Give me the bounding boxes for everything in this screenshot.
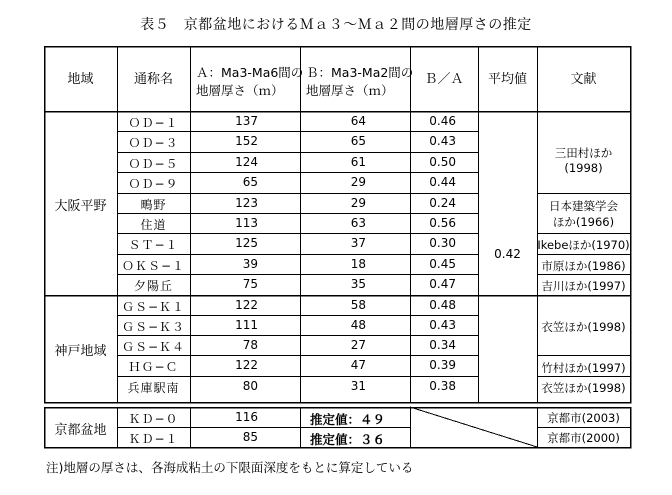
row-a: 65 xyxy=(242,175,258,189)
row-b: 61 xyxy=(350,155,366,169)
row-name: ＧＳ−Ｋ１ xyxy=(121,300,186,314)
row-ratio: 0.56 xyxy=(429,216,456,230)
header-a-line1: Ａ：Ma3-Ma6間の xyxy=(196,65,304,80)
row-b: 29 xyxy=(350,196,366,210)
row-ratio: 0.24 xyxy=(429,196,456,210)
row-b: 58 xyxy=(350,298,366,312)
row-a: 122 xyxy=(235,298,258,312)
ref-mita: 三田村ほか(1998) xyxy=(554,146,613,175)
row-b: 31 xyxy=(350,379,366,393)
ref-kinugasa2: 衣笠ほか(1998) xyxy=(541,381,626,395)
kyoto-row-name: ＫＤ−１ xyxy=(128,432,179,446)
row-a: 78 xyxy=(242,338,258,352)
region-osaka: 大阪平野 xyxy=(54,199,107,214)
row-name: ＯＤ−１ xyxy=(128,116,179,130)
region-kyoto: 京都盆地 xyxy=(54,423,107,438)
row-name: ＳＴ−１ xyxy=(128,238,179,252)
kyoto-row-a: 85 xyxy=(242,430,258,444)
kyoto-row-ref: 京都市(2000) xyxy=(547,431,620,445)
row-name: ＯＤ−３ xyxy=(128,136,179,150)
row-b: 27 xyxy=(350,338,366,352)
row-ratio: 0.30 xyxy=(429,236,456,250)
average-value: 0.42 xyxy=(494,247,521,261)
row-ratio: 0.43 xyxy=(429,318,456,332)
row-b: 64 xyxy=(350,114,366,128)
row-a: 124 xyxy=(235,155,258,169)
kyoto-row-ref: 京都市(2003) xyxy=(547,411,620,425)
row-name: ＯＤ−５ xyxy=(128,157,179,171)
ref-takemura: 竹村ほか(1997) xyxy=(541,361,626,375)
header-b-line2: 地層厚さ（ｍ） xyxy=(306,83,394,98)
row-name: 夕陽丘 xyxy=(133,279,173,293)
header-a-line2: 地層厚さ（ｍ） xyxy=(196,83,284,98)
ref-yoshikawa: 吉川ほか(1997) xyxy=(541,279,626,293)
header-b xyxy=(306,64,413,100)
header-ref: 文献 xyxy=(570,72,597,87)
ref-aij-line2: ほか(1966) xyxy=(552,215,615,229)
row-ratio: 0.38 xyxy=(429,379,456,393)
table-title: 表５ 京都盆地におけるＭａ３〜Ｍａ２間の地層厚さの推定 xyxy=(140,17,532,33)
row-a: 152 xyxy=(235,134,258,148)
row-a: 75 xyxy=(242,277,258,291)
row-a: 80 xyxy=(242,379,258,393)
header-name: 通称名 xyxy=(133,72,173,87)
row-ratio: 0.45 xyxy=(429,257,456,271)
header-a xyxy=(196,64,303,100)
footnote: 注)地層の厚さは、各海成粘土の下限面深度をもとに算定している xyxy=(46,460,414,475)
header-average: 平均値 xyxy=(487,72,527,87)
row-name: ＧＳ−Ｋ４ xyxy=(121,340,186,354)
ref-ichihara: 市原ほか(1986) xyxy=(541,259,626,273)
row-name: ＧＳ−Ｋ３ xyxy=(121,320,186,334)
row-name: ＯＤ−９ xyxy=(128,177,179,191)
row-a: 137 xyxy=(235,114,258,128)
ref-kinugasa: 衣笠ほか(1998) xyxy=(541,320,626,334)
row-b: 37 xyxy=(350,236,366,250)
row-b: 48 xyxy=(350,318,366,332)
header-ratio: Ｂ／Ａ xyxy=(424,72,464,87)
row-name: ＨＧ−Ｃ xyxy=(128,360,179,374)
row-ratio: 0.46 xyxy=(429,114,456,128)
header-region: 地域 xyxy=(67,72,94,87)
row-ratio: 0.44 xyxy=(429,175,456,189)
row-a: 125 xyxy=(235,236,258,250)
row-ratio: 0.47 xyxy=(429,277,456,291)
row-ratio: 0.34 xyxy=(429,338,456,352)
row-name: 鴫野 xyxy=(140,198,167,212)
row-ratio: 0.50 xyxy=(429,155,456,169)
row-b: 35 xyxy=(350,277,366,291)
row-a: 123 xyxy=(235,196,258,210)
row-b: 29 xyxy=(350,175,366,189)
kyoto-row-a: 116 xyxy=(235,410,258,424)
row-b: 63 xyxy=(350,216,366,230)
row-b: 65 xyxy=(350,134,366,148)
row-b: 47 xyxy=(350,358,366,372)
header-b-line1: Ｂ：Ma3-Ma2間の xyxy=(306,65,414,80)
row-b: 18 xyxy=(350,257,366,271)
kyoto-row-estimate: 推定値：３６ xyxy=(310,432,386,447)
ref-ikebe: Ikebeほか(1970) xyxy=(537,238,630,252)
row-ratio: 0.48 xyxy=(429,298,456,312)
row-name: 兵庫駅南 xyxy=(127,381,180,395)
row-ratio: 0.43 xyxy=(429,134,456,148)
kyoto-row-estimate: 推定値：４９ xyxy=(310,412,386,427)
row-name: ＯＫＳ−１ xyxy=(121,259,186,273)
kyoto-row-name: ＫＤ−０ xyxy=(128,412,179,426)
ref-aij-line1: 日本建築学会 xyxy=(549,199,618,213)
row-name: 住道 xyxy=(140,218,167,232)
row-a: 111 xyxy=(235,318,258,332)
row-ratio: 0.39 xyxy=(429,358,456,372)
row-a: 39 xyxy=(242,257,258,271)
region-kobe: 神戸地域 xyxy=(54,344,107,359)
row-a: 122 xyxy=(235,358,258,372)
row-a: 113 xyxy=(235,216,258,230)
ref-aij xyxy=(537,198,630,230)
